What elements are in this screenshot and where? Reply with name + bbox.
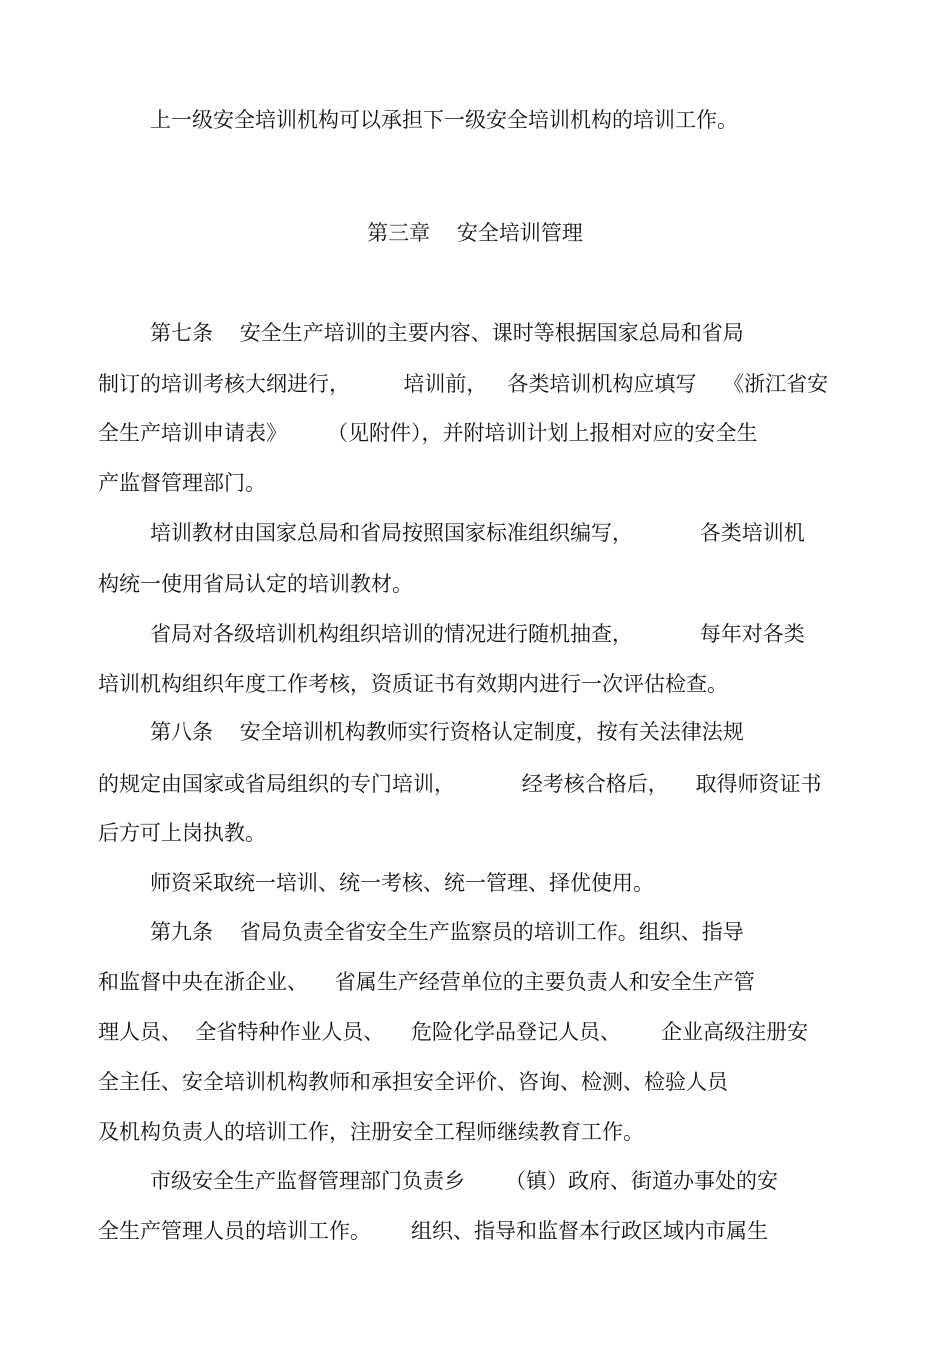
text-line: 全生产管理人员的培训工作。 组织、指导和监督本行政区域内市属生 xyxy=(98,1219,769,1243)
text-line: 第九条 省局负责全省安全生产监察员的培训工作。组织、指导 xyxy=(150,920,744,944)
text-line: 后方可上岗执教。 xyxy=(98,821,266,845)
text-line: 全生产培训申请表》 （见附件），并附培训计划上报相对应的安全生 xyxy=(98,421,758,445)
text-line: 和监督中央在浙企业、 省属生产经营单位的主要负责人和安全生产管 xyxy=(98,970,755,994)
text-line: 市级安全生产监督管理部门负责乡 （镇）政府、街道办事处的安 xyxy=(150,1169,779,1193)
text-line: 培训教材由国家总局和省局按照国家标准组织编写， 各类培训机 xyxy=(150,521,805,545)
text-line: 制订的培训考核大纲进行， 培训前， 各类培训机构应填写 《浙江省安 xyxy=(98,372,829,396)
text-line: 师资采取统一培训、统一考核、统一管理、择优使用。 xyxy=(150,871,654,895)
text-line: 培训机构组织年度工作考核，资质证书有效期内进行一次评估检查。 xyxy=(98,672,728,696)
text-line: 的规定由国家或省局组织的专门培训， 经考核合格后， 取得师资证书 xyxy=(98,772,822,796)
text-line: 第八条 安全培训机构教师实行资格认定制度，按有关法律法规 xyxy=(150,720,744,744)
text-line: 构统一使用省局认定的培训教材。 xyxy=(98,572,413,596)
text-line: 产监督管理部门。 xyxy=(98,471,266,495)
text-line: 理人员、 全省特种作业人员、 危险化学品登记人员、 企业高级注册安 xyxy=(98,1020,809,1044)
text-line: 及机构负责人的培训工作，注册安全工程师继续教育工作。 xyxy=(98,1120,644,1144)
text-line: 省局对各级培训机构组织培训的情况进行随机抽查， 每年对各类 xyxy=(150,622,805,646)
text-line: 全主任、安全培训机构教师和承担安全评价、咨询、检测、检验人员 xyxy=(98,1070,728,1094)
text-line: 第七条 安全生产培训的主要内容、课时等根据国家总局和省局 xyxy=(150,321,744,345)
text-line: 上一级安全培训机构可以承担下一级安全培训机构的培训工作。 xyxy=(150,108,738,132)
chapter-title: 第三章 安全培训管理 xyxy=(367,221,583,245)
